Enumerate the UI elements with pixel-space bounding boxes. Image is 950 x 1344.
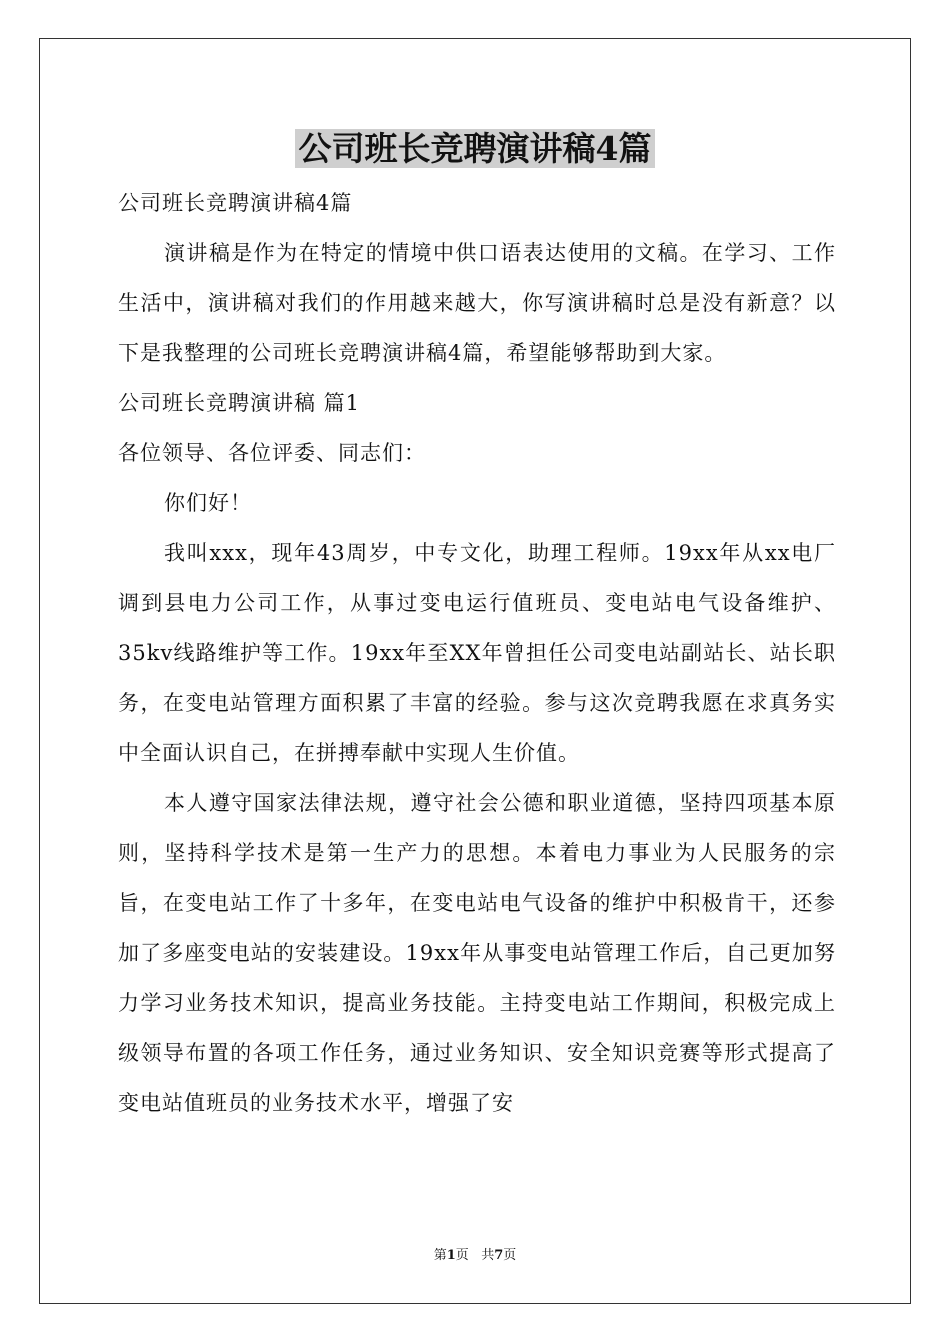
page-current: 1: [446, 1248, 456, 1263]
salutation: 各位领导、各位评委、同志们：: [118, 441, 426, 465]
page-mid: 页 共: [455, 1248, 495, 1263]
page-total: 7: [494, 1248, 504, 1263]
paragraph: 本人遵守国家法律法规，遵守社会公德和职业道德，坚持四项基本原则，坚持科学技术是第一生产力的思想。本着电力事业为人民服务的宗旨，在变电站工作了十多年，在变电站电气设备的维护中积极肯干，还参加了多座变电站的安装建设。19xx年从事变电站管理工作后，自己更加努力学习业务技术知识，提高业务技能。主持变电站工作期间，积极完成上级领导布置的各项工作任务，通过业务知识、安全知识竞赛等形式提高了变电站值班员的业务技术水平，增强了安: [118, 791, 836, 1115]
document-title: [0, 125, 950, 173]
page-footer: [0, 1246, 950, 1266]
paragraph: 公司班长竞聘演讲稿4篇: [118, 191, 353, 215]
paragraph: 我叫xxx，现年43周岁，中专文化，助理工程师。19xx年从xx电厂调到县电力公司工作，从事过变电运行值班员、变电站电气设备维护、35kv线路维护等工作。19xx年至XX年曾担任公司变电站副站长、站长职务，在变电站管理方面积累了丰富的经验。参与这次竞聘我愿在求真务实中全面认识自己，在拼搏奉献中实现人生价值。: [118, 541, 836, 765]
greeting: 你们好！: [164, 491, 252, 515]
page-suffix: 页: [503, 1248, 517, 1263]
document-body: [118, 178, 836, 1128]
section-heading: 公司班长竞聘演讲稿 篇1: [118, 391, 361, 415]
page-prefix: 第: [433, 1248, 447, 1263]
paragraph: 演讲稿是作为在特定的情境中供口语表达使用的文稿。在学习、工作生活中，演讲稿对我们的作用越来越大，你写演讲稿时总是没有新意？以下是我整理的公司班长竞聘演讲稿4篇，希望能够帮助到大家。: [118, 241, 836, 365]
document-title-text: 公司班长竞聘演讲稿4篇: [295, 129, 656, 168]
